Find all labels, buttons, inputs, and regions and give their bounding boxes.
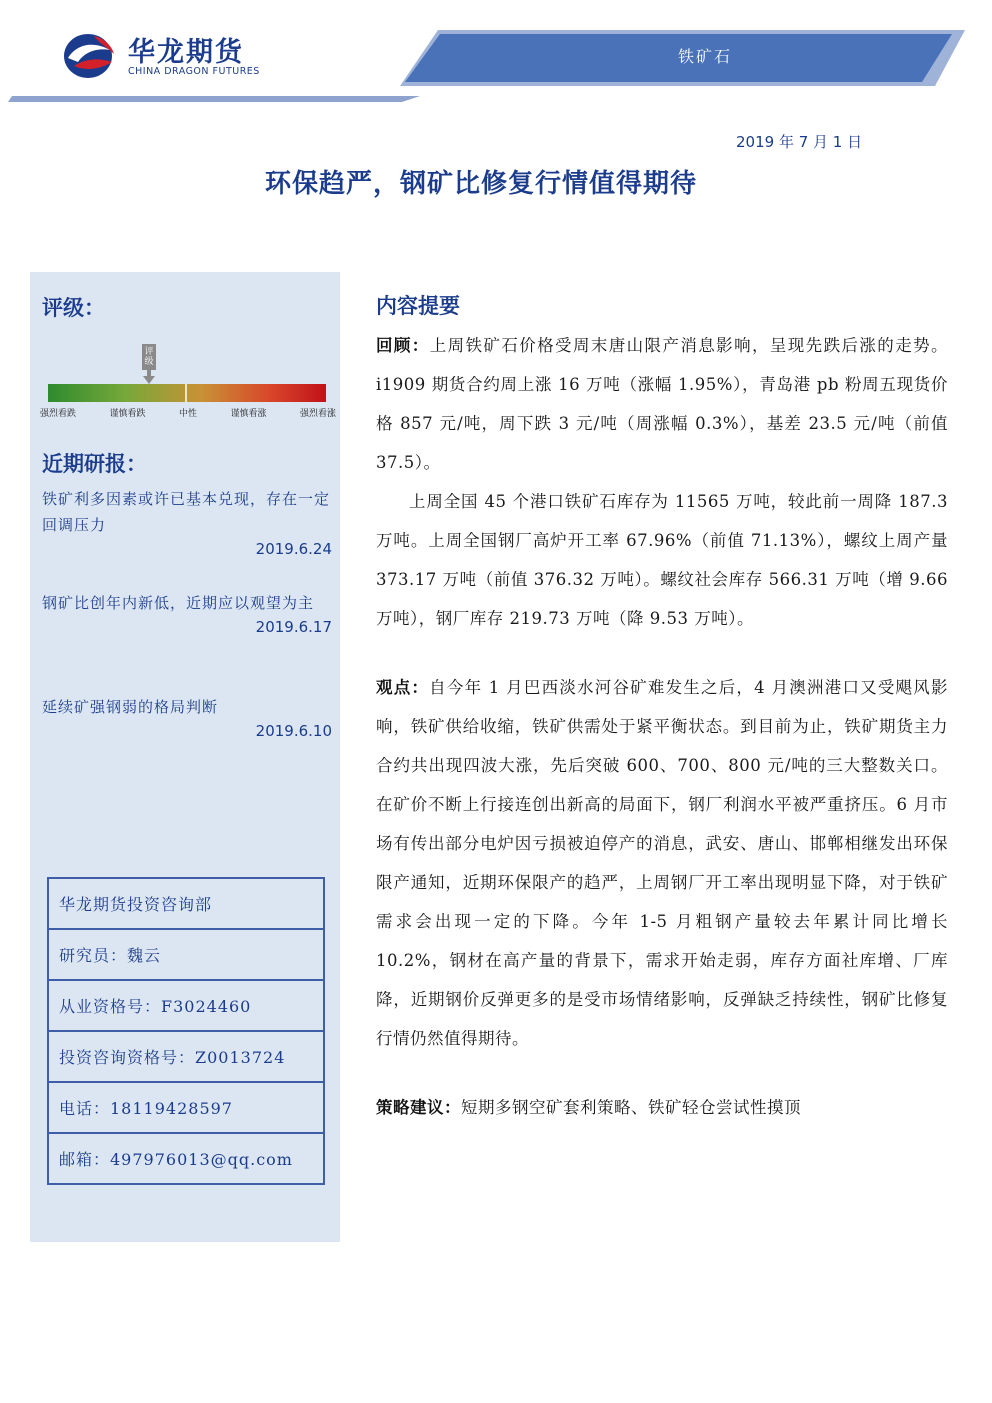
review-label: 回顾：: [376, 336, 430, 355]
content-summary: [376, 290, 948, 1127]
report-item-title: 铁矿利多因素或许已基本兑现，存在一定回调压力: [42, 490, 331, 534]
rating-mild-bear: 谨慎看跌: [109, 409, 146, 419]
view-paragraph: [376, 668, 948, 1058]
rating-neutral: 中性: [178, 409, 197, 419]
report-item[interactable]: [42, 486, 332, 558]
review-paragraph-2: 上周全国 45 个港口铁矿石库存为 11565 万吨，较此前一周降 187.3 万吨。上周全国钢厂高炉开工率 67.96%（前值 71.13%），螺纹上周产量 373.17 万吨（前值 376.32 万吨）。螺纹社会库存 566.31 万吨（增 9.66 万吨），钢厂库存 219.73 万吨（降 9.53 万吨）。: [376, 492, 948, 628]
rating-mild-bull: 谨慎看涨: [230, 409, 267, 419]
strategy-text: 短期多钢空矿套利策略、铁矿轻仓尝试性摸顶: [461, 1098, 801, 1117]
view-label: 观点：: [376, 678, 430, 697]
company-logo: [60, 28, 120, 80]
recent-reports-heading: 近期研报：: [42, 451, 147, 476]
category-label: 铁矿石: [677, 47, 732, 66]
summary-heading: 内容提要: [376, 293, 460, 318]
report-item-date: 2019.6.10: [255, 722, 332, 740]
strategy-label: 策略建议：: [376, 1098, 461, 1117]
view-text: 自今年 1 月巴西淡水河谷矿难发生之后，4 月澳洲港口又受飓风影响，铁矿供给收缩，铁矿供需处于紧平衡状态。到目前为止，铁矿期货主力合约共出现四波大涨，先后突破 600、700、800 元/吨的三大整数关口。在矿价不断上行接连创出新高的局面下，钢厂利润水平被严重挤压。6 月市场有传出部分电炉因亏损被迫停产的消息，武安、唐山、邯郸相继发出环保限产通知，近期环保限产的趋严，上周钢厂开工率出现明显下降，对于铁矿需求会出现一定的下降。今年 1-5 月粗钢产量较去年累计同比增长 10.2%，钢材在高产量的背景下，需求开始走弱，库存方面社库增、厂库降，近期钢价反弹更多的是受市场情绪影响，反弹缺乏持续性，钢矿比修复行情仍然值得期待。: [376, 678, 949, 1048]
report-item[interactable]: [42, 590, 332, 636]
report-item-date: 2019.6.24: [255, 540, 332, 558]
rating-heading: 评级：: [42, 295, 105, 320]
report-date: 2019 年 7 月 1 日: [736, 133, 863, 151]
brand-name: 华龙期货: [128, 37, 244, 68]
contact-email[interactable]: 邮箱：497976013@qq.com: [59, 1150, 293, 1169]
rating-scale: [40, 406, 336, 419]
contact-advisory-qualification: 投资咨询资格号：Z0013724: [49, 1032, 323, 1083]
rating-strong-bull: 强烈看涨: [299, 409, 336, 419]
contact-qualification: 从业资格号：F3024460: [49, 981, 323, 1032]
rating-marker-label: 评级: [144, 347, 154, 367]
report-item-date: 2019.6.17: [255, 618, 332, 636]
review-paragraph: [376, 326, 948, 482]
report-item-title: 延续矿强钢弱的格局判断: [42, 698, 219, 716]
brand-name-en: CHINA DRAGON FUTURES: [128, 66, 260, 77]
rating-dividers: [48, 384, 326, 402]
strategy-paragraph: [376, 1088, 948, 1127]
report-title-text: 环保趋严，钢矿比修复行情值得期待: [264, 169, 697, 199]
contact-box: [47, 877, 325, 1185]
report-title: [0, 163, 992, 200]
rating-strong-bear: 强烈看跌: [40, 409, 77, 419]
contact-phone: 电话：18119428597: [49, 1083, 323, 1134]
contact-department: 华龙期货投资咨询部: [49, 879, 323, 930]
contact-researcher: 研究员：魏云: [49, 930, 323, 981]
review-text: 上周铁矿石价格受周末唐山限产消息影响，呈现先跌后涨的走势。i1909 期货合约周上涨 16 万吨（涨幅 1.95%），青岛港 pb 粉周五现货价格 857 元/吨，周下跌 3 元/吨（周涨幅 0.3%），基差 23.5 元/吨（前值 37.5）。: [376, 336, 949, 472]
report-item-title: 钢矿比创年内新低，近期应以观望为主: [42, 594, 315, 612]
report-item[interactable]: [42, 694, 332, 740]
sidebar: [30, 272, 340, 1242]
